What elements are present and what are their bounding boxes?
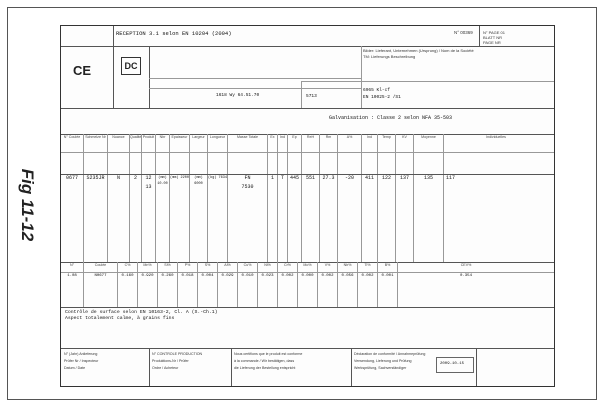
cell-length: (mm) 6000 — [189, 175, 207, 184]
chem-col-b: B% — [377, 262, 397, 272]
col-total-mass: Masse Totale — [227, 134, 267, 174]
cell-product: 2 — [129, 175, 141, 184]
mechanical-table-header — [61, 134, 554, 174]
cell-ind: 1 — [267, 175, 277, 184]
chem-cu: 0.010 — [237, 273, 257, 281]
chem-col-p: P% — [177, 262, 197, 272]
footer-certification-de: à la commande / Wir bestätigen, dass — [234, 359, 295, 363]
col-reh: ReH — [301, 134, 319, 174]
col-grade: Nuance — [107, 134, 129, 174]
chem-col-cev: CEV% — [397, 262, 534, 272]
chem-cev: 0.354 — [397, 273, 534, 281]
footer-certification: Nous certifions que le produit est conforme — [234, 352, 303, 356]
signature-date: 2009-10-15 — [440, 362, 465, 366]
col-mean: Moyenne — [413, 134, 443, 174]
cell-kv-mean: 411 — [361, 175, 377, 184]
footer-conformity: Déclaration de conformité / Annahmeprüfung — [354, 352, 426, 356]
aspect-remark: Aspect totalement calme, à grains fins — [65, 316, 175, 321]
cell-reh: 445 — [287, 175, 301, 184]
cell-thickness: (mm) 10.00 — [155, 175, 169, 184]
cell-heat: 0677 — [65, 175, 78, 181]
col-kv: KV — [395, 134, 413, 174]
chem-col-s: S% — [197, 262, 217, 272]
col-rm: Rm — [319, 134, 337, 174]
cell-kv-4: 117 — [443, 175, 548, 184]
chem-cr: 0.002 — [277, 273, 297, 281]
col-product: Produit — [141, 134, 155, 174]
cell-rm: 551 — [301, 175, 319, 184]
chem-ti: 0.002 — [357, 273, 377, 281]
cell-kv-2: 137 — [395, 175, 413, 184]
cell-quality: N — [107, 175, 129, 184]
col-ex: Ex — [267, 134, 277, 174]
chem-mo: 0.000 — [297, 273, 317, 281]
official-stamp — [436, 357, 474, 373]
chem-v: 0.002 — [317, 273, 337, 281]
cell-count: 12 — [141, 175, 155, 184]
chem-col-cr: Cr% — [277, 262, 297, 272]
figure-label-text: Fig 11-12 — [18, 168, 37, 242]
chem-col-cu: Cu% — [237, 262, 257, 272]
certificate-title: RECEPTION 3.1 selon EN 10204 (2004) — [116, 30, 232, 37]
chem-col-si: Si% — [157, 262, 177, 272]
footer-conformity-de-2: Werksprüfung, Sachverständiger — [354, 366, 407, 370]
chem-s: 0.004 — [197, 273, 217, 281]
col-ind-2: Ind — [361, 134, 377, 174]
cell-ep: T — [277, 175, 287, 184]
cell-kv-1: 122 — [377, 175, 395, 184]
chem-col-al: Al% — [217, 262, 237, 272]
order-reference: 1618 Wy 64.51.70 — [216, 93, 260, 98]
mechanical-row-1 — [61, 175, 554, 184]
chem-col-n: N° — [69, 263, 75, 267]
col-length: Longueur — [207, 134, 227, 174]
footer-inspector: Prüfer Nr / Inspecteur — [64, 359, 99, 363]
cell-ex: FN — [227, 175, 267, 184]
ce-mark: CE — [73, 63, 92, 78]
chem-col-ti: Ti% — [357, 262, 377, 272]
manufacturer-label: Bilder: Lieferant, Unternehmen (Ursprung) / Nom de la Société — [363, 48, 474, 53]
chem-col-ni: Ni% — [257, 262, 277, 272]
cell-elongation: 27.3 — [319, 175, 337, 184]
footer-production-number: Produktions-Nr / Prüfer — [152, 359, 189, 363]
chem-p: 0.018 — [177, 273, 197, 281]
col-count: Nbr — [155, 134, 169, 174]
footer-production-control: N° CONTROLE PRODUCTION — [152, 352, 203, 356]
chem-nb: 0.056 — [337, 273, 357, 281]
col-cast-number: Schmelze Nr — [83, 134, 107, 174]
surface-control-remark: Contrôle de surface selon EN 10163-2, Cl. A (S.-Ch.1) — [65, 310, 218, 315]
mechanical-empty-rows — [61, 192, 554, 262]
chemical-empty-rows — [61, 281, 554, 307]
cell-grade: S235JR — [83, 175, 107, 184]
product-standard: EN 10025-2 /S1 — [363, 95, 401, 100]
chem-al: 0.029 — [217, 273, 237, 281]
footer-certification-de-2: die Lieferung der Bestellung entspricht — [234, 366, 296, 370]
figure-label — [16, 150, 38, 260]
footer-order: Ordre / Acheteur — [152, 366, 179, 370]
chem-col-heat: Coulée — [83, 262, 117, 272]
footer-date: Datum / Date — [64, 366, 86, 370]
chem-col-mo: Mo% — [297, 262, 317, 272]
col-temp: Temp — [377, 134, 395, 174]
page-number-label: N° PAGE 01 — [483, 30, 505, 35]
certificate-number: N° 00369 — [454, 30, 473, 35]
chem-c: 0.160 — [117, 273, 137, 281]
chem-col-mn: Mn% — [137, 262, 157, 272]
chem-heat: N0677 — [83, 273, 117, 281]
chem-col-c: C% — [117, 262, 137, 272]
chem-mn: 0.920 — [137, 273, 157, 281]
cell-width: (mm) 2200 — [169, 175, 189, 184]
chem-col-nb: Nb% — [337, 262, 357, 272]
cell-kv-3: 135 — [413, 175, 443, 184]
chemical-table-header — [61, 262, 554, 272]
dc-logo: DC — [121, 57, 141, 75]
col-quality: Qualité — [129, 134, 141, 174]
chem-n: 1.08 — [67, 274, 77, 278]
chem-si: 0.260 — [157, 273, 177, 281]
cell-count-2: 13 — [141, 184, 155, 192]
col-ind: Ind — [277, 134, 287, 174]
page-number-label-fr: PAGE NR — [483, 40, 501, 45]
product-code: 6965 Kl-cf — [363, 88, 391, 93]
col-width: Largeur — [189, 134, 207, 174]
chem-col-v: V% — [317, 262, 337, 272]
col-elongation: A% — [337, 134, 361, 174]
col-thickness: Epaisseur — [169, 134, 189, 174]
footer-conformity-de: Verwendung, Lieferung und Prüfung — [354, 359, 412, 363]
inspection-certificate — [60, 25, 555, 387]
mechanical-row-2 — [61, 184, 554, 192]
cell-mass-2: 7530 — [227, 184, 267, 192]
supplier-label: TM: Lieferungs Beschreibung — [363, 54, 416, 59]
page-number-label-de: BLATT NR — [483, 35, 502, 40]
chem-ni: 0.023 — [257, 273, 277, 281]
cell-mass: (kg) 7634 — [207, 175, 227, 184]
col-heat-number: N° Coulée — [63, 135, 81, 139]
cell-temp: -20 — [337, 175, 361, 184]
delivery-reference: 5713 — [306, 94, 317, 99]
chemical-values-row — [61, 273, 554, 281]
chem-b: 0.001 — [377, 273, 397, 281]
col-individual: Individuelles — [443, 134, 548, 174]
col-ep: Ep — [287, 134, 301, 174]
footer-delivery-year: N° (Jahr) Anlieferung — [64, 352, 98, 356]
galvanisation-note: Galvanisation : Classe 2 selon NFA 35-503 — [329, 115, 453, 121]
